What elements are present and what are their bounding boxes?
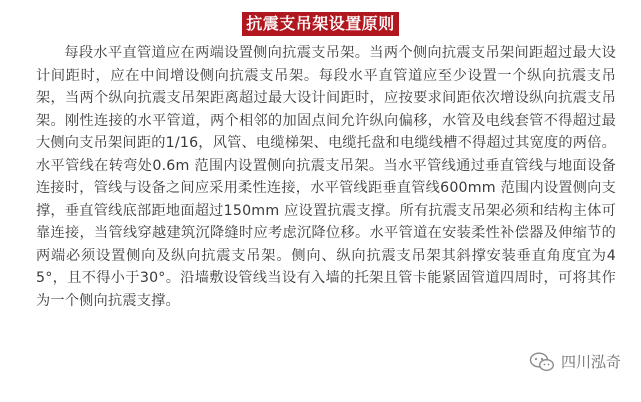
article-paragraph: 每段水平直管道应在两端设置侧向抗震支吊架。当两个侧向抗震支吊架间距超过最大设计间距时，应在中间增设侧向抗震支吊架。每段水平直管道应至少设置一个纵向抗震支吊架，当两个纵向抗震支吊架距离超过最大设计间距时，应按要求间距依次增设纵向抗震支吊架。刚性连接的水平管道，两个相邻的加固点间允许纵向偏移，水管及电线套管不得超过最大侧向支吊架间距的1/16，风管、电缆梯架、电缆托盘和电缆线槽不得超过其宽度的两倍。水平管线在转弯处0.6m 范围内设置侧向抗震支吊架。当水平管线通过垂直管线与地面设备连接时，管线与设备之间应采用柔性连接，水平管线距垂直管线600mm 范围内设置侧向支撑，垂直管线底部距地面超过150mm 应设置抗震支撑。所有抗震支吊架必须和结构主体可靠连接，当管线穿越建筑沉降缝时应考虑沉降位移。水平管道在安装柔性补偿器及伸缩节的两端必须设置侧向及纵向抗震支吊架。侧向、纵向抗震支吊架其斜撑安装垂直角度宜为45°，且不得小于30°。沿墙敷设管线当设有入墙的托架且管卡能紧固管道四周时，可将其作为一个侧向抗震支撑。 — [36, 45, 616, 310]
watermark-text: 四川泓奇 — [560, 353, 621, 371]
article-title: 抗震支吊架设置原则 — [242, 12, 399, 36]
watermark — [529, 351, 621, 372]
wechat-icon — [529, 352, 555, 372]
title-container — [0, 12, 641, 36]
